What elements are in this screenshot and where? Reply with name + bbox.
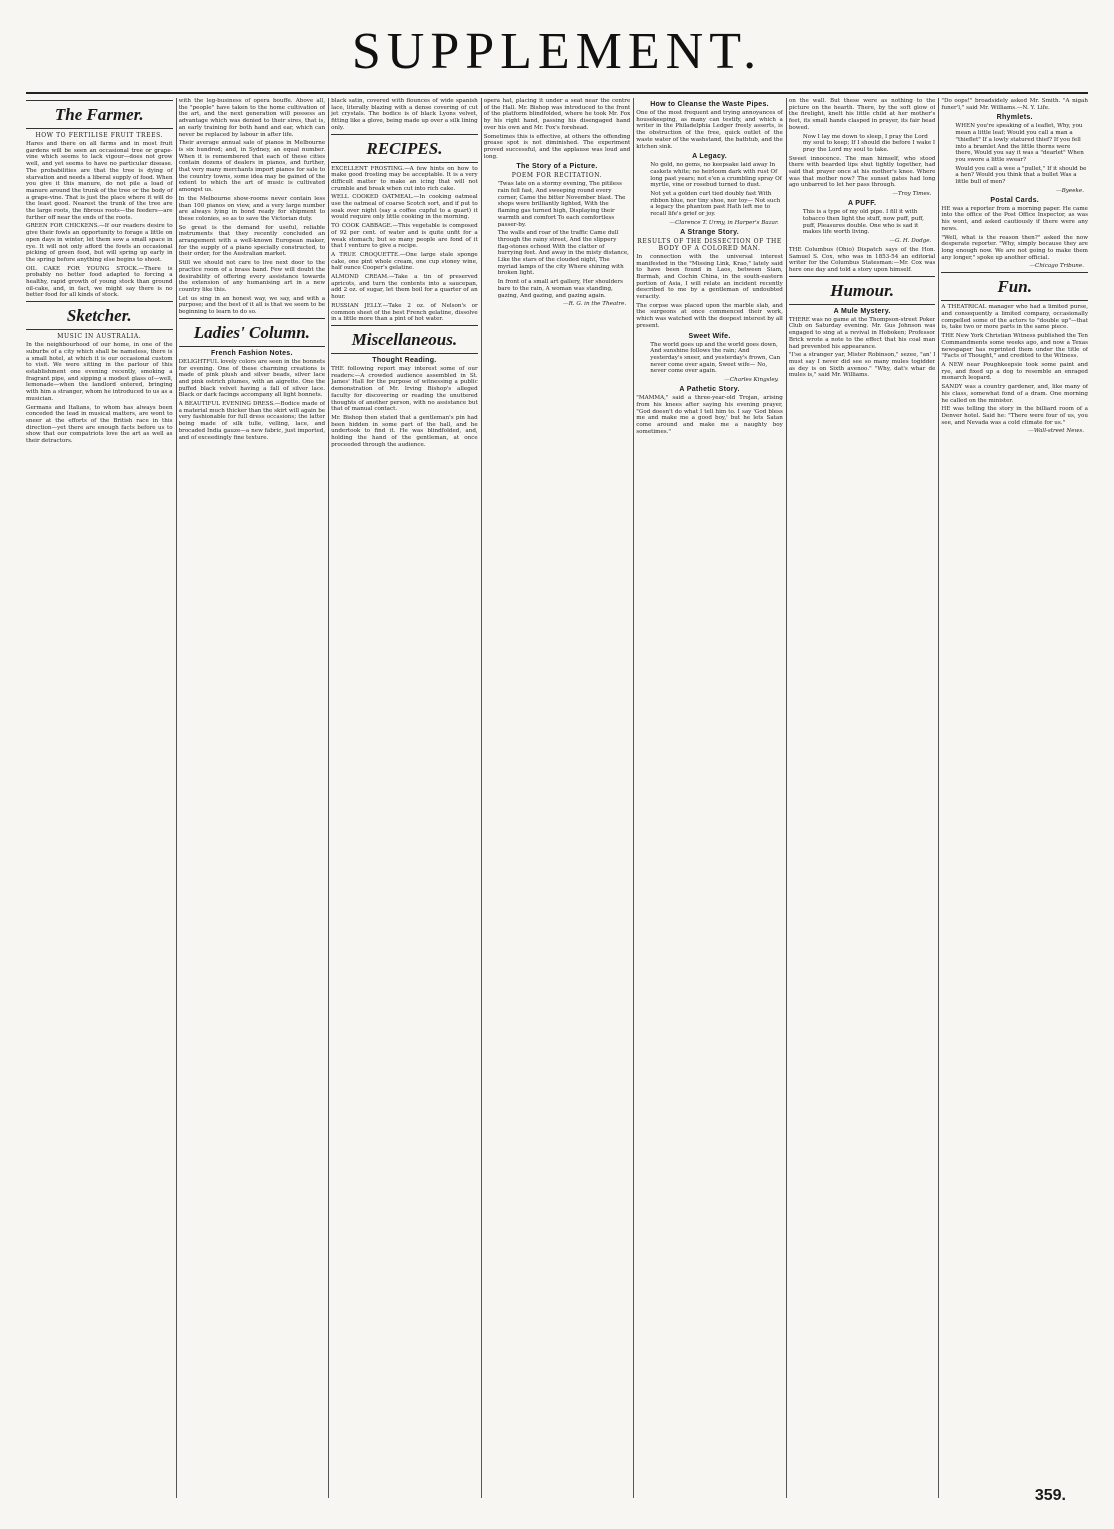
poem-stanza: 'Twas late on a stormy evening, The pitiless rain fell fast, And sweeping round every corner, Came the bitter November blast. The shops were brilliantly lighted, With the flaming gas turned high, Displaying their warmth and comfort To each comfortless passer-by. (497, 181, 626, 228)
column-4 (484, 98, 631, 1498)
article-subheading: HOW TO FERTILISE FRUIT TREES. (35, 132, 164, 139)
article-paragraph: SANDY was a country gardener, and, like many of his class, somewhat fond of a dram. One morning he called on the minister. (941, 384, 1088, 404)
article-signature: —Byeeke. (1056, 187, 1084, 194)
section-heading: Ladies' Column. (193, 322, 310, 342)
article-paragraph: Sweet innocence. The man himself, who stood there with bearded lips shut tightly together, had said that prayer once at his mother's knee. Where was that mother now? The sunset gates had long ago unbarred to let her pass through. (788, 155, 936, 189)
section-rule (941, 300, 1088, 301)
page-number: 359. (1034, 1487, 1066, 1504)
article-signature: —R. G. in the Theatre. (562, 301, 627, 308)
poem-stanza: No gold, no gems, no keepsake laid away In caskets white; no heirloom dark with rust Of long past years; not e'en a crumbling spray Of myrtle, vine or rosebud turned to dust. (650, 162, 782, 189)
article-heading: Postal Cards. (990, 196, 1040, 204)
poem-stanza: This is a type of my old pipe. I fill it with tobacco then light the stuff, now puff, puff, puff, Pleasures double. One who is sad it makes life worth living. (802, 209, 924, 236)
column-1 (26, 98, 173, 1498)
section-rule (331, 353, 478, 354)
article-paragraph: THE following report may interest some of our readers:—A crowded audience assembled in St. James' Hall for the purpose of witnessing a public demonstration of Mr. Irving Bishop's alleged faculty for discovering or reading the unuttered thoughts of another person, with no assistance but that of manual contact. (331, 365, 478, 413)
column-5 (636, 98, 783, 1498)
article-paragraph: Germans and Italians, to whom has always been conceded the lead in musical matters, are wont to sneer at the efforts of the British race in this direction—yet there are enough facts before us to show that our compatriots love the art as well as their detractors. (26, 404, 173, 445)
article-paragraph: Their average annual sale of pianos in Melbourne is six hundred; and, in Sydney, an equal number. When it is remembered that each of these cities contain dozens of dealers in pianos, and further, that very many merchants import pianos for sale to the country towns, some idea may be gained of the extent to which the art of music is cultivated amongst us. (178, 140, 326, 194)
article-paragraph: "Well, what is the reason then?" asked the now desperate reporter. "Why, simply because they are long enough now. We are not going to make them any longer," spoke up another official. (941, 234, 1088, 261)
article-paragraph: "MAMMA," said a three-year-old Trojan, arising from his knees after saying his evening prayer, "God doesn't do what I tell him to. I say 'God bless me and make me a good boy,' but he lets Satan come around and make me a naughty boy sometimes." (636, 395, 783, 435)
article-signature: —Charles Kingsley. (724, 377, 779, 384)
article-signature: —Clarence T. Urmy, in Harper's Bazar. (669, 219, 779, 226)
poem-stanza: In front of a small art gallery, Her shoulders bare to the rain, A woman was standing, gazing, And gazing, and gazing again. (497, 279, 624, 299)
section-rule (26, 301, 173, 302)
article-paragraph: HE was telling the story in the billiard room of a Denver hotel. Said he: "There were four of us, you see, and Nevada was a cold climate for us." (941, 406, 1088, 426)
article-paragraph: A BEAUTIFUL EVENING DRESS.—Bodice made of a material much thicker than the skirt will again be very fashionable for full dress occasions; the latter being made of silk tulle, velling, lace, and brocaded India gauze—a new fabric, just imported, and of exceedingly fine texture. (178, 401, 326, 441)
article-signature: —Chicago Tribune. (1029, 263, 1084, 270)
article-signature: —G. H. Dodge. (889, 237, 932, 244)
column-divider (633, 98, 634, 1498)
article-paragraph: Mr. Bishop then stated that a gentleman's pin had been hidden in some part of the hall, and he undertook to find it. He was blindfolded, and, holding the hand of the gentleman, at once proceeded through the audience. (331, 414, 478, 448)
section-heading: Fun. (997, 277, 1032, 297)
article-subheading: MUSIC IN AUSTRALIA. (57, 333, 142, 341)
column-2 (179, 98, 326, 1498)
section-rule (26, 100, 173, 101)
article-paragraph: EXCELLENT FROSTING.—A few hints on how to make good frosting may be acceptable. It is a very difficult matter to make an icing that will not crumble and break when cut into rich cake. (331, 165, 478, 192)
section-rule (26, 128, 173, 129)
section-rule (789, 276, 936, 277)
article-paragraph: THERE was no game at the Thompson-street Poker Club on Saturday evening. Mr. Gus Johnson was engaged to sing at a revival in Hoboken; Professor Brick wrote a note to the effect that his coal man had prevented his appearance. (788, 316, 936, 350)
article-paragraph: In the Melbourne show-rooms never contain less than 100 pianos on view, and a very large number are always lying in bond ready for shipment to these colonies, so as to save the Victorian duty. (178, 195, 326, 222)
article-heading: A Legacy. (692, 153, 728, 161)
article-paragraph: TO COOK CABBAGE.—This vegetable is composed of 92 per cent. of water and is quite unfit for a weak stomach; but so many people are fond of it that I venture to give a recipe. (331, 223, 478, 250)
article-paragraph: The corpse was placed upon the marble slab, and the surgeons at once commenced their work, which was watched with the deepest interest by all present. (636, 302, 783, 329)
article-paragraph: opera hat, placing it under a seat near the centre of the Hall. Mr. Bishop was introduced to the front of the platform blindfolded, where he took Mr. Fox by his right hand, passing his disengaged hand over his own and Mr. Fox's forehead. (483, 98, 631, 131)
article-heading: How to Cleanse the Waste Pipes. (650, 101, 769, 108)
article-paragraph: on the wall. But these were as nothing to the picture on the hearth. There, by the soft glow of the firelight, knelt his little child at her mother's feet, its small hands clasped in prayer, its fair head bowed. (788, 98, 936, 131)
article-paragraph: RUSSIAN JELLY.—Take 2 oz. of Nelson's or common sheet of the best French gelatine, dissolve in a little more than a pint of hot water. (331, 302, 478, 323)
poem-stanza: Now I lay me down to sleep, I pray the Lord my soul to keep; If I should die before I wake I pray the Lord my soul to take. (802, 133, 936, 153)
section-rule (331, 134, 478, 135)
article-paragraph: THE Columbus (Ohio) Dispatch says of the Hon. Samuel S. Cox, who was in 1853-54 an editorial writer for the Columbus Statesman:—Mr. Cox was here one day and told a story upon himself. (788, 246, 936, 274)
section-rule (941, 272, 1088, 273)
article-paragraph: GREEN FOR CHICKENS.—If our readers desire to give their fowls an opportunity to forage a little on open days in winter, let them sow a small space in rye. It will not only afford the fowls an occasional picking of green food, but will spring up early in the spring before anything else begins to shoot. (26, 223, 173, 263)
poem-stanza: Not yet a golden curl tied doubly fast With ribbon blue, nor tiny shoe, nor toy— Not such a legacy the phantom past Hath left me to recall life's grief or joy. (650, 191, 781, 218)
section-heading: Sketcher. (66, 306, 132, 326)
article-paragraph: "I'se a stranger yar, Mister Robinson," sezee, "an' I must say I never did see so many mules togidder as dey is on Sixth avenoo." "Why, dat's whar de mules is," said Mr. Williams. (788, 352, 936, 379)
article-subheading: POEM FOR RECITATION. (511, 172, 603, 180)
article-paragraph: THE New York Christian Witness published the Ten Commandments some weeks ago, and now a Texas newspaper has reprinted them under the title of "Facts of Thought," and credited to the Witness. (941, 333, 1088, 360)
column-7 (941, 98, 1088, 1498)
article-paragraph: Still we should not care to live next door to the practice room of a brass band. Few will doubt the desirability of offering every assistance towards the extension of any humanising art in a new country like this. (178, 260, 326, 293)
column-divider (938, 98, 939, 1498)
article-paragraph: Hares and there on all farms and in most fruit gardens will be seen an occasional tree or grape-vine which seems to lack vigour—does not grow well, and yet seems to have no particular disease. The probabilities are that the tree is dying of starvation and needs a liberal supply of food. When you give it this manure, do not pile a load of manure around the trunk of the tree or the body of a grape-vine. That is just the place where it will do the least good. Nearest the trunk of the tree are the large roots, the fibrous roots—the feeders—are further off near the ends of the roots. (26, 141, 173, 221)
article-paragraph: So great is the demand for useful, reliable instruments that they recently concluded an arrangement with a well-known European maker, for the supply of a piano specially constructed, to their order, for the Australian market. (178, 224, 326, 258)
masthead-title: SUPPLEMENT. (351, 23, 763, 80)
section-rule (331, 162, 478, 163)
article-heading: A PUFF. (847, 200, 877, 208)
article-paragraph: A NEW near Poughkeepsie took some paint and rye, and fixed up a dog to resemble an enraged monarch leopard. (941, 361, 1088, 382)
article-paragraph: In the neighbourhood of our home, in one of the suburbs of a city which shall be nameless, there is a small hotel, at which it is our occasional custom to visit. We were sitting in the parlour of this establishment one evening recently, smoking a fragrant pipe, and sipping a modest glass of—well, lemonade—when the landlord entered, bringing with him a stranger, whom he introduced to us as a musician. (26, 342, 173, 402)
article-paragraph: with the leg-business of opera bouffe. Above all, the "people" have taken to the home cultivation of the art, and the next generation will possess an advantage which was denied to their sires, that is, an early training for both hand and ear, which can never be replaced by labour in after life. (178, 98, 326, 138)
article-heading: Rhymlets. (996, 114, 1033, 122)
article-paragraph: "Do oops!" broadsidely asked Mr. Smith. "A nigah funer'l," said Mr. Williams.—N. Y. Life. (941, 98, 1088, 111)
article-paragraph: black satin, covered with flounces of wide spanish lace, literally blazing with a dense covering of cut jet crystals. The bodice is of black Lyons velvet, fitting like a glove, being made up over a silk lining only. (331, 98, 478, 131)
section-rule (789, 304, 936, 305)
masthead-rule (26, 92, 1088, 94)
column-divider (176, 98, 177, 1498)
article-paragraph: HE was a reporter from a morning paper. He came into the office of the Post Office Inspector, as was his wont, and asked cautiously if there were any news. (941, 205, 1088, 232)
article-heading: A Strange Story. (680, 228, 739, 236)
column-6 (789, 98, 936, 1498)
article-paragraph: Let us sing in an honest way, we say, and with a purpose; and the best of it all is that we seem to be beginning to learn to do so. (178, 295, 326, 316)
article-heading: Thought Reading. (372, 356, 437, 364)
article-heading: A Pathetic Story. (679, 386, 740, 394)
article-heading: Sweet Wife. (688, 332, 731, 340)
section-heading: RECIPES. (366, 138, 443, 158)
article-paragraph: ALMOND CREAM.—Take a tin of preserved apricots, and turn the contents into a saucepan, add 2 oz. of sugar, let them boil for a quarter of an hour. (331, 274, 478, 301)
poem-stanza: The world goes up and the world goes down, And sunshine follows the rain; And yesterday's sneer, and yesterday's frown, Can never come over again, Sweet wife— No, never come over again. (650, 341, 781, 375)
poem-stanza: WHEN you're speaking of a leaflet, Why, you mean a little leaf; Would you call a man a "thieflet" If a lowly statured thief? If you fell into a bramlet And the little thorns were there, Would you say it was a "dearlet" When you swore a little swear? (955, 123, 1084, 163)
column-divider (786, 98, 787, 1498)
article-heading: A Mule Mystery. (833, 307, 891, 315)
article-paragraph: OIL CAKE FOR YOUNG STOCK.—There is probably no better food adapted to forcing a healthy, rapid growth of young stock than ground oil-cake, and, in fact, we might say there is no better food for all kinds of stock. (26, 265, 173, 299)
article-paragraph: A TRUE CROQUETTE.—One large stale sponge cake, one pint whole cream, one cup stoney wine, half ounce Cooper's gelatine. (331, 251, 478, 272)
section-rule (179, 318, 326, 319)
article-signature: —Troy Times. (892, 191, 932, 198)
article-paragraph: DELIGHTFUL lovely colors are seen in the bonnets for evening. One of these charming creations is made of pink plush and silver beads, silver lace and pink ostrich plumes, with an aigrette. One the puffed black velvet having a fall of silver lace. Black or dark facings accompany all light bonnets. (178, 358, 326, 399)
article-paragraph: A THEATRICAL manager who had a limited purse, and consequently a limited company, occasionally compelled some of the actors to "double up"—that is, take two or more parts in the same piece. (941, 304, 1088, 331)
article-subheading: RESULTS OF THE DISSECTION OF THE BODY OF A COLORED MAN. (637, 237, 782, 252)
column-divider (328, 98, 329, 1498)
article-paragraph: In connection with the universal interest manifested in the "Missing Link, Krao," lately said to have been found in Laos, between Siam, Burmah, and Cochin China, in the south-eastern portion of Asia, I will relate an incident recently described to me by a gentleman of undoubted veracity. (636, 253, 783, 301)
article-paragraph: WELL COOKED OATMEAL.—In cooking oatmeal use the oatmeal of coarse Scotch sort, and if put to soak over night (say a coffee cupful to a quart) it would require only little cooking in the morning. (331, 194, 478, 221)
column-divider (481, 98, 482, 1498)
article-paragraph: One of the most frequent and trying annoyances of housekeeping, as many can testify, and which a writer in the Philadelphia Ledger freely asserts, is the obstruction of the free, quick outlet of the waste water of the washstand, the bathtub, and the kitchen sink. (636, 110, 783, 150)
poem-stanza: The walls and roar of the traffic Came dull through the rainy street, And the slippery flag-stones echoed With the clatter of hurrying feet. And away in the misty distance, Like the stars of the clouded night, The myriad lamps of the city Where shining with broken light. (497, 230, 629, 277)
article-paragraph: Sometimes this is effective, at others the offending grease spot is not diminished. The experiment proved successful, and the applause was loud and long. (483, 133, 631, 160)
section-rule (26, 329, 173, 330)
column-area (26, 98, 1088, 1498)
section-heading: The Farmer. (54, 105, 144, 124)
section-heading: Miscellaneous. (351, 329, 458, 349)
section-rule (331, 325, 478, 326)
section-heading: Humour. (830, 280, 895, 300)
poem-stanza: Would you call a wee a "pullet," If it should be a hen? Would you think that a bullet Was a little bull of men? (955, 165, 1087, 186)
article-heading: The Story of a Picture. (516, 163, 598, 171)
article-signature: —Wall-street News. (1028, 428, 1084, 435)
column-3 (331, 98, 478, 1498)
section-rule (179, 346, 326, 347)
article-heading: French Fashion Notes. (210, 349, 293, 357)
